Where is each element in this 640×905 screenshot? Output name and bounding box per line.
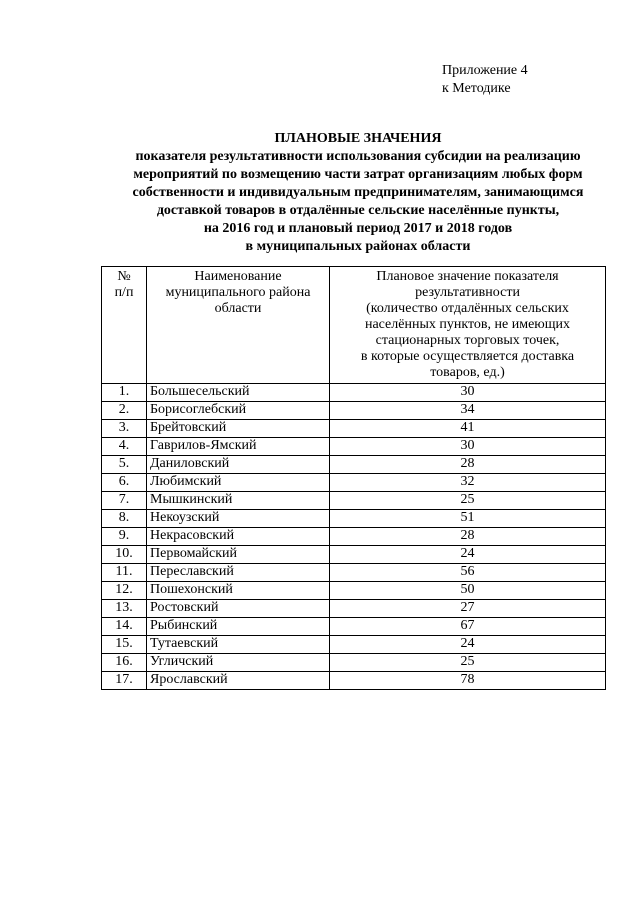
plan-value: 67 bbox=[330, 618, 606, 636]
document-heading bbox=[100, 130, 616, 256]
row-number: 4. bbox=[102, 438, 147, 456]
plan-value: 25 bbox=[330, 654, 606, 672]
district-name: Ярославский bbox=[147, 672, 330, 690]
row-number: 7. bbox=[102, 492, 147, 510]
row-number: 17. bbox=[102, 672, 147, 690]
heading-line: показателя результативности использования субсидии на реализацию bbox=[135, 149, 581, 164]
plan-value: 41 bbox=[330, 420, 606, 438]
heading-line: собственности и индивидуальным предпринимателям, занимающимся bbox=[132, 185, 584, 200]
table-row bbox=[102, 384, 606, 402]
table-row bbox=[102, 492, 606, 510]
district-name: Мышкинский bbox=[147, 492, 330, 510]
header-line: в которые осуществляется доставка bbox=[360, 349, 575, 364]
row-number: 9. bbox=[102, 528, 147, 546]
row-number: 15. bbox=[102, 636, 147, 654]
district-name: Угличский bbox=[147, 654, 330, 672]
district-name: Ростовский bbox=[147, 600, 330, 618]
plan-value: 24 bbox=[330, 546, 606, 564]
heading-title: ПЛАНОВЫЕ ЗНАЧЕНИЯ bbox=[274, 131, 442, 146]
plan-values-table bbox=[101, 266, 606, 690]
plan-value: 51 bbox=[330, 510, 606, 528]
district-name: Рыбинский bbox=[147, 618, 330, 636]
header-line: муниципального района bbox=[165, 285, 311, 300]
row-number: 10. bbox=[102, 546, 147, 564]
row-number: 11. bbox=[102, 564, 147, 582]
row-number: 8. bbox=[102, 510, 147, 528]
header-district-name bbox=[147, 267, 330, 384]
header-line: стационарных торговых точек, bbox=[375, 333, 560, 348]
table-header-row bbox=[102, 267, 606, 384]
heading-line: доставкой товаров в отдалённые сельские населённые пункты, bbox=[156, 203, 560, 218]
district-name: Некоузский bbox=[147, 510, 330, 528]
plan-value: 32 bbox=[330, 474, 606, 492]
header-line: результативности bbox=[415, 285, 520, 300]
header-plan-value bbox=[330, 267, 606, 384]
row-number: 16. bbox=[102, 654, 147, 672]
table-row bbox=[102, 564, 606, 582]
header-line: (количество отдалённых сельских bbox=[366, 301, 569, 316]
table-row bbox=[102, 456, 606, 474]
table-row bbox=[102, 636, 606, 654]
table-row bbox=[102, 546, 606, 564]
header-number bbox=[102, 267, 147, 384]
district-name: Борисоглебский bbox=[147, 402, 330, 420]
district-name: Переславский bbox=[147, 564, 330, 582]
table-row bbox=[102, 510, 606, 528]
plan-value: 27 bbox=[330, 600, 606, 618]
plan-value: 28 bbox=[330, 528, 606, 546]
district-name: Тутаевский bbox=[147, 636, 330, 654]
plan-value: 25 bbox=[330, 492, 606, 510]
plan-value: 34 bbox=[330, 402, 606, 420]
table-row bbox=[102, 672, 606, 690]
row-number: 12. bbox=[102, 582, 147, 600]
row-number: 14. bbox=[102, 618, 147, 636]
header-line: п/п bbox=[114, 285, 134, 300]
table-row bbox=[102, 654, 606, 672]
row-number: 5. bbox=[102, 456, 147, 474]
header-line: Наименование bbox=[194, 269, 282, 284]
row-number: 2. bbox=[102, 402, 147, 420]
table-row bbox=[102, 438, 606, 456]
header-line: Плановое значение показателя bbox=[376, 269, 559, 284]
row-number: 13. bbox=[102, 600, 147, 618]
appendix-method: к Методике bbox=[442, 81, 511, 96]
table-row bbox=[102, 618, 606, 636]
plan-value: 78 bbox=[330, 672, 606, 690]
row-number: 1. bbox=[102, 384, 147, 402]
plan-value: 50 bbox=[330, 582, 606, 600]
table-row bbox=[102, 420, 606, 438]
row-number: 3. bbox=[102, 420, 147, 438]
plan-value: 24 bbox=[330, 636, 606, 654]
district-name: Даниловский bbox=[147, 456, 330, 474]
heading-line: на 2016 год и плановый период 2017 и 2018 годов bbox=[203, 221, 513, 236]
table-row bbox=[102, 474, 606, 492]
table-row bbox=[102, 582, 606, 600]
plan-value: 30 bbox=[330, 438, 606, 456]
appendix-number: Приложение 4 bbox=[442, 63, 528, 78]
plan-value: 28 bbox=[330, 456, 606, 474]
header-line: населённых пунктов, не имеющих bbox=[364, 317, 571, 332]
table-row bbox=[102, 528, 606, 546]
district-name: Некрасовский bbox=[147, 528, 330, 546]
table-row bbox=[102, 402, 606, 420]
header-line: товаров, ед.) bbox=[430, 365, 505, 380]
district-name: Любимский bbox=[147, 474, 330, 492]
heading-line: мероприятий по возмещению части затрат организациям любых форм bbox=[133, 167, 583, 182]
district-name: Большесельский bbox=[147, 384, 330, 402]
header-line: области bbox=[214, 301, 262, 316]
plan-value: 56 bbox=[330, 564, 606, 582]
district-name: Брейтовский bbox=[147, 420, 330, 438]
district-name: Первомайский bbox=[147, 546, 330, 564]
appendix-reference bbox=[442, 62, 528, 98]
plan-value: 30 bbox=[330, 384, 606, 402]
header-line: № bbox=[117, 269, 131, 284]
table-row bbox=[102, 600, 606, 618]
row-number: 6. bbox=[102, 474, 147, 492]
district-name: Пошехонский bbox=[147, 582, 330, 600]
district-name: Гаврилов-Ямский bbox=[147, 438, 330, 456]
heading-line: в муниципальных районах области bbox=[245, 239, 471, 254]
